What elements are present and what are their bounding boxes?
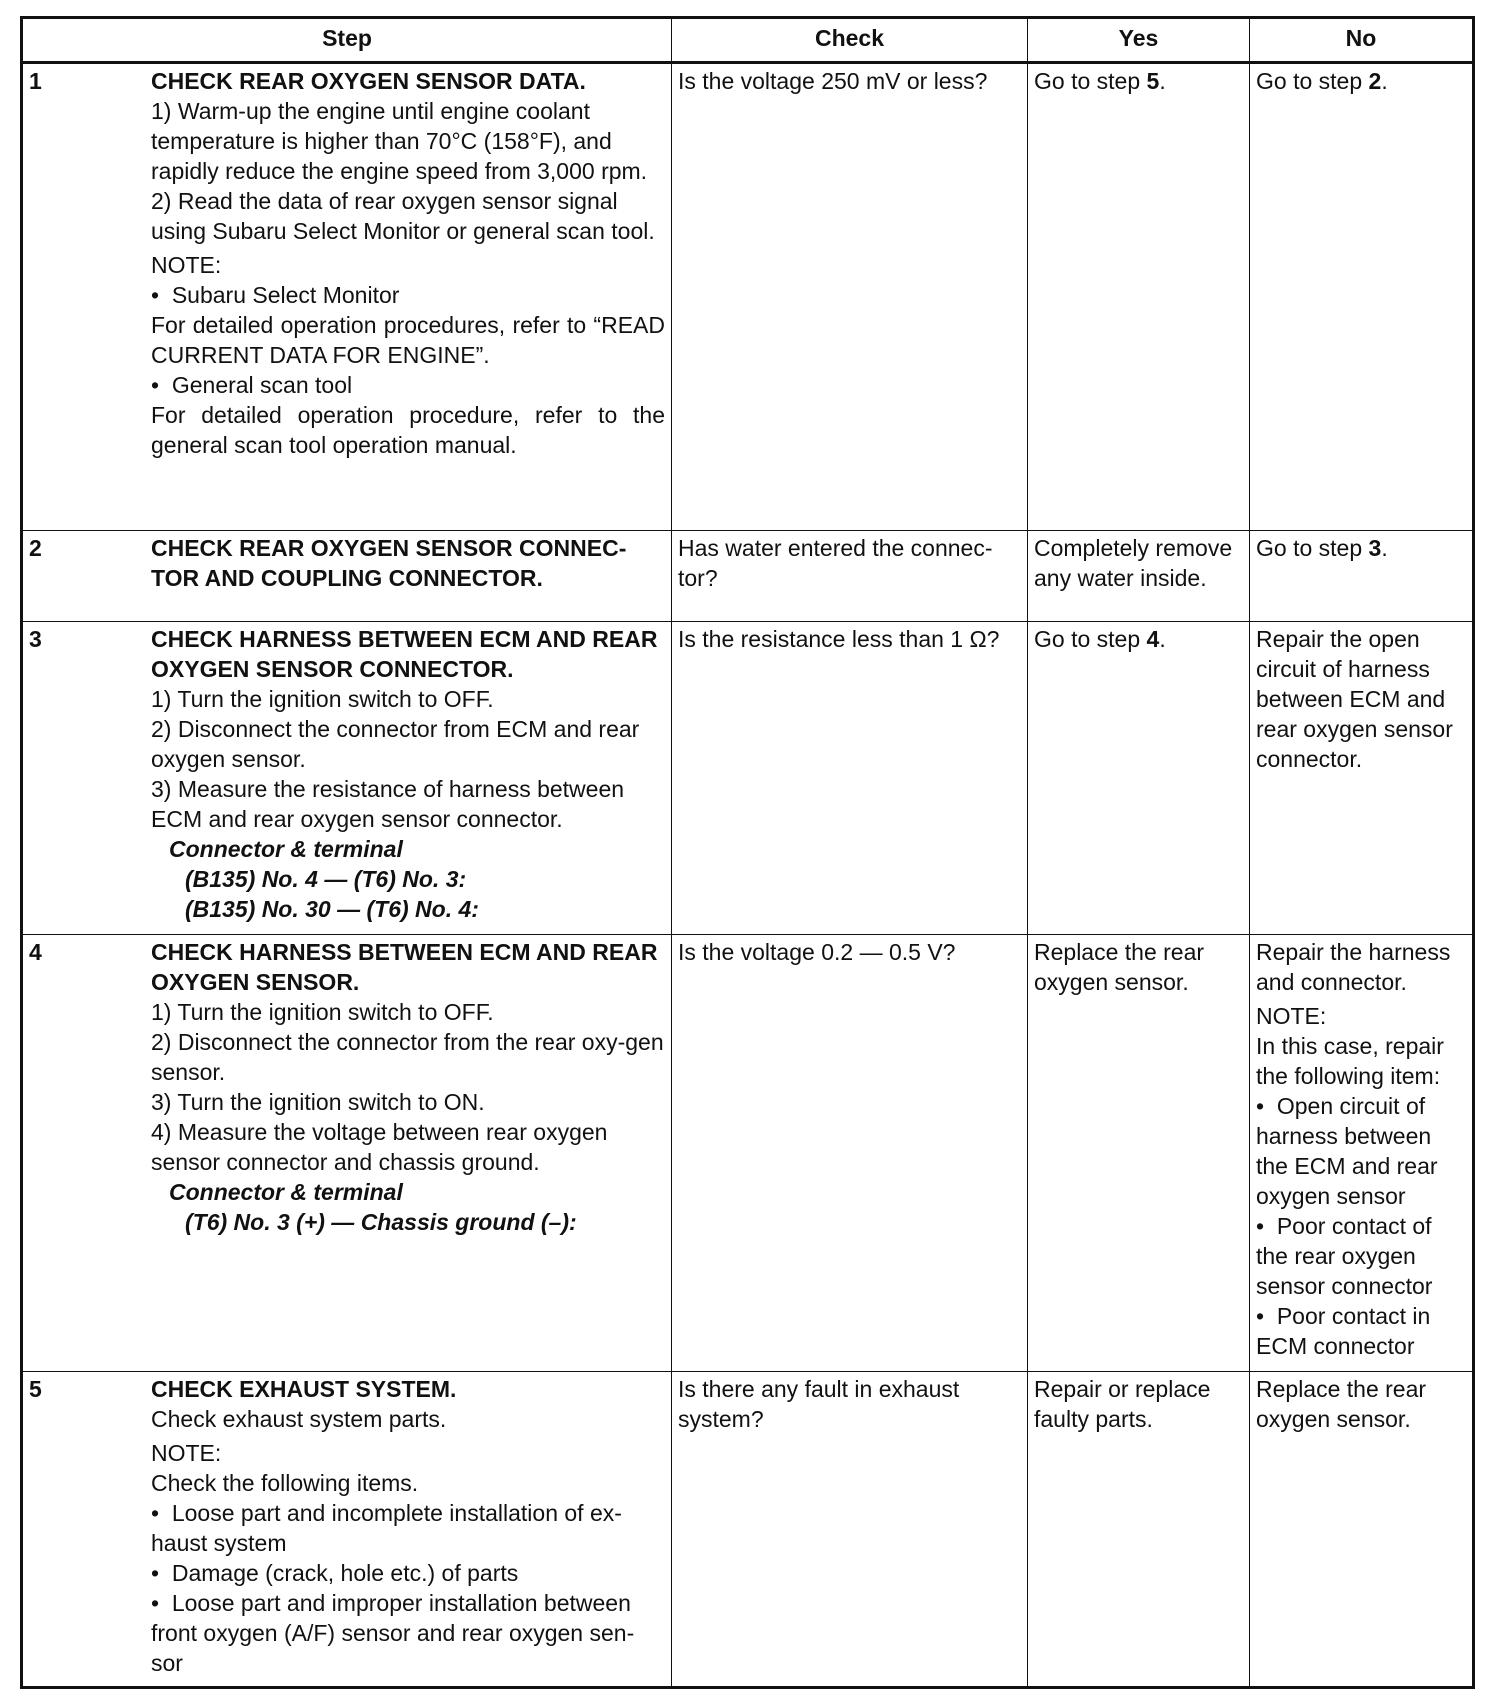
no-cell — [1250, 531, 1474, 622]
header-step: Step — [22, 18, 672, 63]
step-instruction: Check exhaust system parts. — [151, 1406, 447, 1432]
step-title: CHECK EXHAUST SYSTEM. — [151, 1376, 457, 1402]
yes-step-ref: 4 — [1146, 626, 1160, 652]
header-no: No — [1250, 18, 1474, 63]
no-step-ref: 3 — [1368, 535, 1382, 561]
note-bullet: • General scan tool — [151, 370, 665, 400]
step-instruction: 3) Turn the ignition switch to ON. — [151, 1089, 485, 1115]
table-row — [22, 63, 1474, 531]
step-number: 4 — [29, 939, 42, 965]
step-body — [151, 1374, 665, 1678]
note-bullet: • Open circuit of harness between the ECM and rear oxygen sensor — [1256, 1091, 1466, 1211]
step-instruction: 1) Warm-up the engine until engine coolant temperature is higher than 70°C (158°F), and rapidly reduce the engine speed from 3,000 rpm. — [151, 98, 648, 184]
step-cell — [22, 63, 672, 531]
note-bullet: • Poor contact in ECM connector — [1256, 1301, 1466, 1361]
step-instruction: 3) Measure the resistance of harness between ECM and rear oxygen sensor connector. — [151, 776, 625, 832]
step-title: CHECK HARNESS BETWEEN ECM AND REAR OXYGEN SENSOR CONNECTOR. — [151, 626, 658, 682]
step-cell — [22, 935, 672, 1372]
no-prefix: Go to step — [1256, 68, 1369, 94]
note-label: NOTE: — [151, 1440, 222, 1466]
yes-prefix: Go to step — [1034, 68, 1147, 94]
no-step-ref: 2 — [1368, 68, 1382, 94]
note-label: NOTE: — [151, 252, 222, 278]
step-body — [151, 624, 665, 924]
note-bullet: • Subaru Select Monitor — [151, 280, 665, 310]
table-row — [22, 622, 1474, 935]
yes-cell: Completely remove any water inside. — [1028, 531, 1250, 622]
check-cell: Is the voltage 250 mV or less? — [672, 63, 1028, 531]
header-row — [22, 18, 1474, 63]
step-body — [151, 533, 665, 593]
note-bullet: • Loose part and improper installation between front oxygen (A/F) sensor and rear oxygen sen-sor — [151, 1588, 665, 1678]
yes-suffix: . — [1159, 626, 1166, 652]
step-cell — [22, 622, 672, 935]
no-text: Repair the harness and connector. — [1256, 939, 1451, 995]
check-cell: Is the resistance less than 1 Ω? — [672, 622, 1028, 935]
table-row — [22, 531, 1474, 622]
no-cell: Replace the rear oxygen sensor. — [1250, 1372, 1474, 1688]
step-title: CHECK REAR OXYGEN SENSOR CONNEC-TOR AND COUPLING CONNECTOR. — [151, 535, 627, 591]
step-body — [151, 937, 665, 1237]
connector-terminal: (B135) No. 4 — (T6) No. 3: — [185, 866, 467, 892]
step-body — [151, 66, 665, 460]
step-number: 5 — [29, 1376, 42, 1402]
step-instruction: 4) Measure the voltage between rear oxygen sensor connector and chassis ground. — [151, 1119, 608, 1175]
check-cell: Has water entered the connec-tor? — [672, 531, 1028, 622]
yes-cell: Repair or replace faulty parts. — [1028, 1372, 1250, 1688]
step-title: CHECK HARNESS BETWEEN ECM AND REAR OXYGEN SENSOR. — [151, 939, 658, 995]
step-number: 2 — [29, 535, 42, 561]
no-suffix: . — [1381, 68, 1388, 94]
step-cell — [22, 1372, 672, 1688]
header-yes: Yes — [1028, 18, 1250, 63]
table-row — [22, 1372, 1474, 1688]
connector-heading: Connector & terminal — [169, 836, 403, 862]
note-bullet: • Loose part and incomplete installation of ex-haust system — [151, 1498, 665, 1558]
step-instruction: 2) Read the data of rear oxygen sensor signal using Subaru Select Monitor or general scan tool. — [151, 188, 655, 244]
no-cell — [1250, 935, 1474, 1372]
step-instruction: 2) Disconnect the connector from ECM and rear oxygen sensor. — [151, 716, 640, 772]
note-text: For detailed operation procedure, refer to the general scan tool operation manual. — [151, 402, 665, 458]
table-row — [22, 935, 1474, 1372]
no-prefix: Go to step — [1256, 535, 1369, 561]
step-number: 3 — [29, 626, 42, 652]
step-number: 1 — [29, 68, 42, 94]
connector-terminal: (B135) No. 30 — (T6) No. 4: — [185, 896, 479, 922]
step-title: CHECK REAR OXYGEN SENSOR DATA. — [151, 68, 586, 94]
note-text: In this case, repair the following item: — [1256, 1033, 1444, 1089]
no-suffix: . — [1381, 535, 1388, 561]
check-cell: Is there any fault in exhaust system? — [672, 1372, 1028, 1688]
note-label: NOTE: — [1256, 1003, 1327, 1029]
step-cell — [22, 531, 672, 622]
yes-step-ref: 5 — [1146, 68, 1160, 94]
yes-prefix: Go to step — [1034, 626, 1147, 652]
check-cell: Is the voltage 0.2 — 0.5 V? — [672, 935, 1028, 1372]
no-cell: Repair the open circuit of harness between ECM and rear oxygen sensor connector. — [1250, 622, 1474, 935]
step-instruction: 2) Disconnect the connector from the rear oxy-gen sensor. — [151, 1029, 664, 1085]
yes-cell — [1028, 622, 1250, 935]
note-bullet: • Damage (crack, hole etc.) of parts — [151, 1558, 665, 1588]
step-instruction: 1) Turn the ignition switch to OFF. — [151, 686, 494, 712]
step-instruction: 1) Turn the ignition switch to OFF. — [151, 999, 494, 1025]
note-bullet: • Poor contact of the rear oxygen sensor connector — [1256, 1211, 1466, 1301]
no-cell — [1250, 63, 1474, 531]
yes-cell — [1028, 63, 1250, 531]
yes-suffix: . — [1159, 68, 1166, 94]
diagnostic-table — [20, 16, 1475, 1689]
note-text: Check the following items. — [151, 1470, 419, 1496]
header-check: Check — [672, 18, 1028, 63]
note-text: For detailed operation procedures, refer to “READ CURRENT DATA FOR ENGINE”. — [151, 312, 665, 368]
connector-terminal: (T6) No. 3 (+) — Chassis ground (–): — [185, 1209, 577, 1235]
yes-cell: Replace the rear oxygen sensor. — [1028, 935, 1250, 1372]
connector-heading: Connector & terminal — [169, 1179, 403, 1205]
table-header — [22, 18, 1474, 63]
